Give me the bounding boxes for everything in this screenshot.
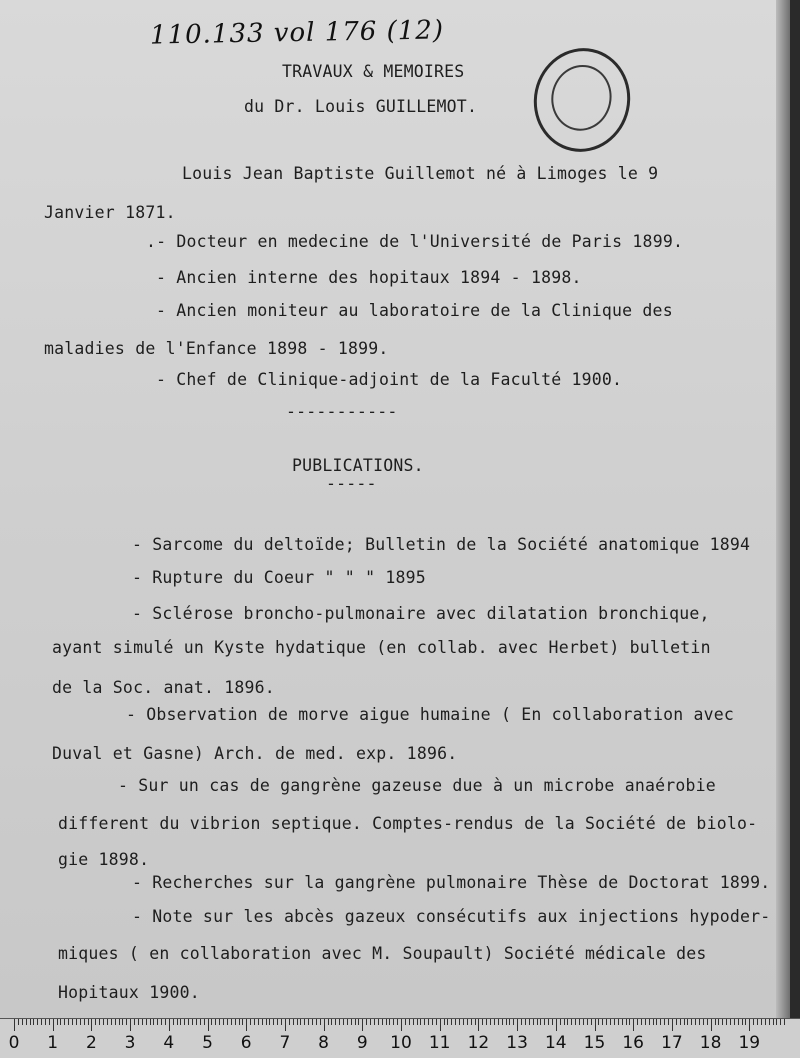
ruler-tick xyxy=(455,1019,456,1025)
ruler-tick xyxy=(266,1019,267,1025)
ruler-tick xyxy=(595,1019,596,1031)
ruler-tick xyxy=(351,1019,352,1025)
bio-item-moniteur-line2: maladies de l'Enfance 1898 - 1899. xyxy=(44,339,389,358)
ruler-tick xyxy=(72,1019,73,1025)
ruler-tick xyxy=(285,1019,286,1031)
ruler-tick xyxy=(142,1019,143,1025)
ruler-tick xyxy=(525,1019,526,1025)
ruler-tick xyxy=(57,1019,58,1025)
ruler-tick xyxy=(591,1019,592,1025)
measuring-ruler xyxy=(0,1018,800,1058)
ruler-tick xyxy=(687,1019,688,1025)
ruler-number: 9 xyxy=(356,1033,368,1053)
ruler-tick xyxy=(753,1019,754,1025)
ruler-tick xyxy=(88,1019,89,1025)
ruler-tick xyxy=(397,1019,398,1025)
ruler-tick xyxy=(711,1019,712,1031)
ruler-tick xyxy=(467,1019,468,1025)
ruler-number: 18 xyxy=(699,1033,722,1053)
pub-morve-line1: - Observation de morve aigue humaine ( En collaboration avec xyxy=(126,705,735,724)
pub-gangrene-line1: - Sur un cas de gangrène gazeuse due à un microbe anaérobie xyxy=(118,776,716,795)
ruler-tick xyxy=(742,1019,743,1025)
ruler-tick xyxy=(784,1019,785,1025)
ruler-number: 12 xyxy=(467,1033,490,1053)
ruler-tick xyxy=(374,1019,375,1025)
pub-gangrene-line2: different du vibrion septique. Comptes-rendus de la Société de biolo- xyxy=(58,814,758,833)
ruler-tick xyxy=(281,1019,282,1025)
ruler-tick xyxy=(250,1019,251,1025)
ruler-number: 14 xyxy=(544,1033,567,1053)
ruler-tick xyxy=(769,1019,770,1025)
ruler-number: 13 xyxy=(506,1033,528,1053)
ruler-number: 2 xyxy=(85,1033,97,1053)
ruler-number: 19 xyxy=(738,1033,761,1053)
ruler-tick xyxy=(626,1019,627,1025)
ruler-tick xyxy=(235,1019,236,1025)
ruler-tick xyxy=(223,1019,224,1025)
ruler-tick xyxy=(707,1019,708,1025)
ruler-tick xyxy=(30,1019,31,1025)
ruler-tick xyxy=(451,1019,452,1025)
ruler-tick xyxy=(471,1019,472,1025)
ruler-tick xyxy=(320,1019,321,1025)
ruler-tick xyxy=(749,1019,750,1031)
ruler-tick xyxy=(556,1019,557,1031)
bio-item-interne: - Ancien interne des hopitaux 1894 - 1898. xyxy=(156,268,582,287)
ruler-tick xyxy=(695,1019,696,1025)
bio-item-doctor: .- Docteur en medecine de l'Université de Paris 1899. xyxy=(146,232,684,251)
ruler-tick xyxy=(180,1019,181,1025)
ruler-tick xyxy=(358,1019,359,1025)
pub-recherches: - Recherches sur la gangrène pulmonaire Thèse de Doctorat 1899. xyxy=(132,873,771,892)
ruler-number: 15 xyxy=(583,1033,606,1053)
ruler-tick xyxy=(575,1019,576,1025)
ruler-tick xyxy=(730,1019,731,1025)
ruler-tick xyxy=(103,1019,104,1025)
ruler-tick xyxy=(684,1019,685,1025)
header-author: du Dr. Louis GUILLEMOT. xyxy=(244,97,478,116)
ruler-tick xyxy=(606,1019,607,1025)
handwritten-reference: 110.133 vol 176 (12) xyxy=(149,15,445,51)
ruler-tick xyxy=(668,1019,669,1025)
ruler-tick xyxy=(436,1019,437,1025)
ruler-tick xyxy=(64,1019,65,1025)
ruler-tick xyxy=(335,1019,336,1025)
ruler-tick xyxy=(115,1019,116,1025)
ruler-tick xyxy=(722,1019,723,1025)
ruler-tick xyxy=(219,1019,220,1025)
ruler-tick xyxy=(111,1019,112,1025)
ruler-tick xyxy=(424,1019,425,1025)
ruler-number: 4 xyxy=(163,1033,175,1053)
ruler-tick xyxy=(370,1019,371,1025)
ruler-tick xyxy=(150,1019,151,1025)
ruler-tick xyxy=(33,1019,34,1025)
ruler-tick xyxy=(432,1019,433,1025)
ruler-number: 11 xyxy=(428,1033,451,1053)
ruler-tick xyxy=(475,1019,476,1025)
ruler-tick xyxy=(765,1019,766,1025)
ruler-tick xyxy=(80,1019,81,1025)
ruler-tick xyxy=(676,1019,677,1025)
ruler-tick xyxy=(386,1019,387,1025)
ruler-tick xyxy=(165,1019,166,1025)
ruler-tick xyxy=(324,1019,325,1031)
ruler-tick xyxy=(339,1019,340,1025)
pub-morve-line2: Duval et Gasne) Arch. de med. exp. 1896. xyxy=(52,744,458,763)
ruler-tick xyxy=(26,1019,27,1025)
ruler-tick xyxy=(413,1019,414,1025)
ruler-tick xyxy=(660,1019,661,1025)
ruler-tick xyxy=(204,1019,205,1025)
ruler-tick xyxy=(347,1019,348,1025)
ruler-tick xyxy=(444,1019,445,1025)
ruler-tick xyxy=(544,1019,545,1025)
ruler-tick xyxy=(362,1019,363,1031)
ruler-tick xyxy=(560,1019,561,1025)
ruler-tick xyxy=(308,1019,309,1025)
ruler-tick xyxy=(184,1019,185,1025)
ruler-tick xyxy=(637,1019,638,1025)
ruler-tick xyxy=(649,1019,650,1025)
ruler-tick xyxy=(715,1019,716,1025)
ruler-number: 10 xyxy=(390,1033,412,1053)
ruler-tick xyxy=(157,1019,158,1025)
bio-intro-line1: Louis Jean Baptiste Guillemot né à Limoges le 9 xyxy=(182,164,659,183)
ruler-tick xyxy=(389,1019,390,1025)
ruler-tick xyxy=(583,1019,584,1025)
ruler-tick xyxy=(533,1019,534,1025)
section-rule: ----------- xyxy=(286,402,398,421)
ruler-tick xyxy=(107,1019,108,1025)
ruler-tick xyxy=(37,1019,38,1025)
ruler-tick xyxy=(68,1019,69,1025)
ruler-tick xyxy=(169,1019,170,1031)
ruler-tick xyxy=(122,1019,123,1025)
ruler-tick xyxy=(14,1019,15,1031)
ruler-tick xyxy=(482,1019,483,1025)
pub-note-line2: miques ( en collaboration avec M. Soupault) Société médicale des xyxy=(58,944,707,963)
ruler-number: 1 xyxy=(47,1033,59,1053)
ruler-tick xyxy=(382,1019,383,1025)
ruler-tick xyxy=(602,1019,603,1025)
ruler-tick xyxy=(196,1019,197,1025)
ruler-tick xyxy=(173,1019,174,1025)
pub-sclerose-line1: - Sclérose broncho-pulmonaire avec dilatation bronchique, xyxy=(132,604,710,623)
ruler-tick xyxy=(486,1019,487,1025)
ruler-tick xyxy=(537,1019,538,1025)
pub-sarcome: - Sarcome du deltoïde; Bulletin de la Société anatomique 1894 xyxy=(132,535,751,554)
ruler-tick xyxy=(126,1019,127,1025)
ruler-tick xyxy=(517,1019,518,1031)
ruler-tick xyxy=(447,1019,448,1025)
ruler-tick xyxy=(622,1019,623,1025)
pub-note-line3: Hopitaux 1900. xyxy=(58,983,200,1002)
ruler-tick xyxy=(587,1019,588,1025)
ruler-tick xyxy=(134,1019,135,1025)
ruler-tick xyxy=(614,1019,615,1025)
ruler-tick xyxy=(188,1019,189,1025)
ruler-tick xyxy=(405,1019,406,1025)
bio-intro-line2: Janvier 1871. xyxy=(44,203,176,222)
ruler-tick xyxy=(393,1019,394,1025)
ruler-tick xyxy=(718,1019,719,1025)
header-title: TRAVAUX & MEMOIRES xyxy=(282,62,465,81)
ruler-tick xyxy=(521,1019,522,1025)
ruler-tick xyxy=(478,1019,479,1031)
ruler-number: 5 xyxy=(202,1033,213,1053)
ruler-number: 8 xyxy=(318,1033,330,1053)
ruler-tick xyxy=(22,1019,23,1025)
ruler-tick xyxy=(289,1019,290,1025)
ruler-tick xyxy=(761,1019,762,1025)
ruler-tick xyxy=(269,1019,270,1025)
ruler-tick xyxy=(699,1019,700,1025)
ruler-tick xyxy=(757,1019,758,1025)
ruler-tick xyxy=(300,1019,301,1025)
ruler-tick xyxy=(664,1019,665,1025)
ruler-tick xyxy=(629,1019,630,1025)
library-stamp xyxy=(524,39,640,161)
ruler-tick xyxy=(463,1019,464,1025)
ruler-tick xyxy=(84,1019,85,1025)
ruler-tick xyxy=(579,1019,580,1025)
ruler-tick xyxy=(293,1019,294,1025)
pub-gangrene-line3: gie 1898. xyxy=(58,850,150,869)
ruler-tick xyxy=(355,1019,356,1025)
ruler-tick xyxy=(780,1019,781,1025)
ruler-tick xyxy=(146,1019,147,1025)
ruler-tick xyxy=(231,1019,232,1025)
ruler-tick xyxy=(177,1019,178,1025)
ruler-tick xyxy=(138,1019,139,1025)
pub-sclerose-line2: ayant simulé un Kyste hydatique (en collab. avec Herbet) bulletin xyxy=(52,638,711,657)
ruler-tick xyxy=(312,1019,313,1025)
ruler-tick xyxy=(262,1019,263,1025)
ruler-tick xyxy=(773,1019,774,1025)
ruler-tick xyxy=(297,1019,298,1025)
ruler-tick xyxy=(656,1019,657,1025)
ruler-tick xyxy=(119,1019,120,1025)
ruler-tick xyxy=(273,1019,274,1025)
ruler-tick xyxy=(331,1019,332,1025)
ruler-tick xyxy=(258,1019,259,1025)
ruler-tick xyxy=(691,1019,692,1025)
publications-underline: ----- xyxy=(326,474,377,493)
ruler-number: 0 xyxy=(8,1033,20,1053)
ruler-tick xyxy=(91,1019,92,1031)
ruler-tick xyxy=(598,1019,599,1025)
ruler-tick xyxy=(548,1019,549,1025)
ruler-tick xyxy=(328,1019,329,1025)
publications-title: PUBLICATIONS. xyxy=(292,456,424,475)
ruler-tick xyxy=(506,1019,507,1025)
ruler-number: 3 xyxy=(124,1033,136,1053)
ruler-tick xyxy=(498,1019,499,1025)
ruler-tick xyxy=(540,1019,541,1025)
ruler-tick xyxy=(215,1019,216,1025)
ruler-tick xyxy=(153,1019,154,1025)
ruler-tick xyxy=(239,1019,240,1025)
ruler-tick xyxy=(703,1019,704,1025)
ruler-tick xyxy=(618,1019,619,1025)
ruler-tick xyxy=(726,1019,727,1025)
ruler-tick xyxy=(254,1019,255,1025)
ruler-tick xyxy=(745,1019,746,1025)
ruler-tick xyxy=(409,1019,410,1025)
ruler-tick xyxy=(645,1019,646,1025)
ruler-tick xyxy=(610,1019,611,1025)
ruler-tick xyxy=(277,1019,278,1025)
ruler-tick xyxy=(76,1019,77,1025)
bio-item-chef: - Chef de Clinique-adjoint de la Faculté 1900. xyxy=(156,370,623,389)
bio-item-moniteur-line1: - Ancien moniteur au laboratoire de la Clinique des xyxy=(156,301,673,320)
ruler-tick xyxy=(552,1019,553,1025)
ruler-tick xyxy=(672,1019,673,1031)
ruler-tick xyxy=(246,1019,247,1031)
ruler-tick xyxy=(192,1019,193,1025)
ruler-tick xyxy=(208,1019,209,1031)
ruler-tick xyxy=(734,1019,735,1025)
ruler-tick xyxy=(95,1019,96,1025)
ruler-number: 17 xyxy=(661,1033,683,1053)
ruler-number: 6 xyxy=(240,1033,252,1053)
ruler-tick xyxy=(776,1019,777,1025)
ruler-tick xyxy=(459,1019,460,1025)
ruler-tick xyxy=(440,1019,441,1031)
ruler-tick xyxy=(502,1019,503,1025)
ruler-number: 7 xyxy=(279,1033,291,1053)
page-edge-shadow xyxy=(776,0,790,1018)
ruler-tick xyxy=(494,1019,495,1025)
ruler-tick xyxy=(738,1019,739,1025)
stamp-inner-ring xyxy=(545,59,617,136)
ruler-tick xyxy=(509,1019,510,1025)
ruler-tick xyxy=(653,1019,654,1025)
ruler-tick xyxy=(513,1019,514,1025)
ruler-tick xyxy=(242,1019,243,1025)
ruler-tick xyxy=(130,1019,131,1031)
ruler-tick xyxy=(41,1019,42,1025)
ruler-tick xyxy=(49,1019,50,1025)
ruler-tick xyxy=(420,1019,421,1025)
ruler-tick xyxy=(53,1019,54,1031)
ruler-tick xyxy=(161,1019,162,1025)
ruler-tick xyxy=(641,1019,642,1025)
ruler-tick xyxy=(211,1019,212,1025)
ruler-tick xyxy=(343,1019,344,1025)
ruler-tick xyxy=(378,1019,379,1025)
ruler-tick xyxy=(417,1019,418,1025)
ruler-tick xyxy=(227,1019,228,1025)
ruler-tick xyxy=(567,1019,568,1025)
ruler-tick xyxy=(571,1019,572,1025)
ruler-tick xyxy=(680,1019,681,1025)
pub-rupture: - Rupture du Coeur " " " 1895 xyxy=(132,568,426,587)
ruler-tick xyxy=(366,1019,367,1025)
ruler-tick xyxy=(99,1019,100,1025)
ruler-number: 16 xyxy=(622,1033,645,1053)
pub-note-line1: - Note sur les abcès gazeux consécutifs aux injections hypoder- xyxy=(132,907,771,926)
pub-sclerose-line3: de la Soc. anat. 1896. xyxy=(52,678,275,697)
ruler-tick xyxy=(490,1019,491,1025)
ruler-tick xyxy=(564,1019,565,1025)
ruler-tick xyxy=(633,1019,634,1031)
ruler-tick xyxy=(428,1019,429,1025)
ruler-tick xyxy=(316,1019,317,1025)
ruler-tick xyxy=(304,1019,305,1025)
ruler-tick xyxy=(401,1019,402,1031)
ruler-tick xyxy=(18,1019,19,1025)
ruler-tick xyxy=(60,1019,61,1025)
ruler-tick xyxy=(529,1019,530,1025)
ruler-tick xyxy=(45,1019,46,1025)
ruler-tick xyxy=(200,1019,201,1025)
